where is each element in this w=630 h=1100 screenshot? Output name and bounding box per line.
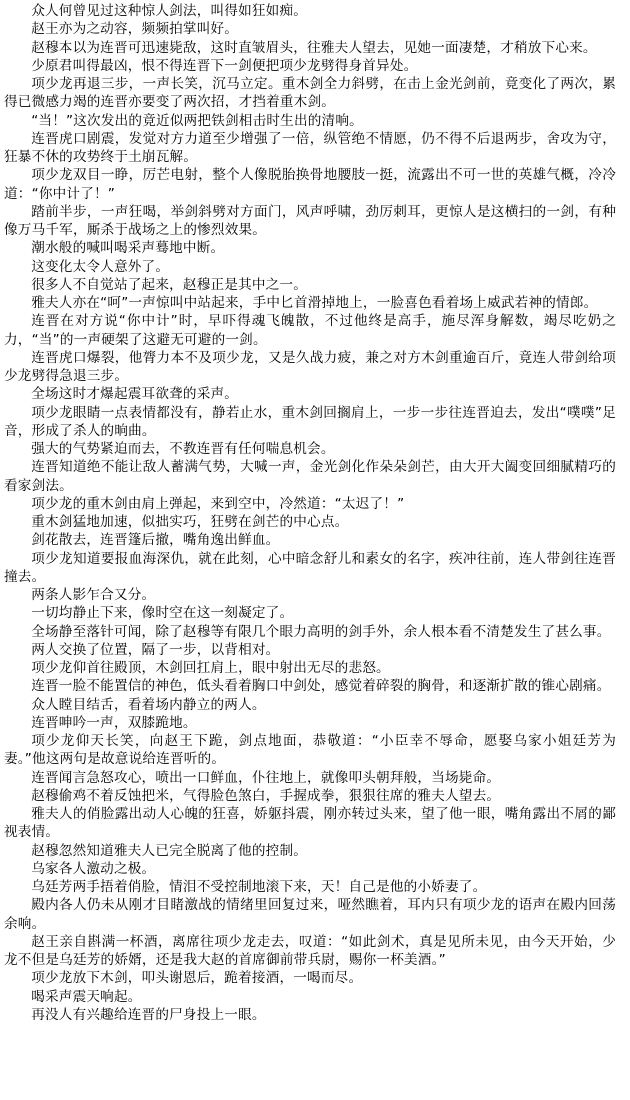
paragraph: 项少龙仰天长笑，向赵王下跪，剑点地面，恭敬道：“小臣幸不辱命，愿娶乌家小姐廷芳为妻。”他这两句是故意说给连晋听的。: [4, 733, 616, 768]
paragraph: 两条人影乍合又分。: [31, 587, 156, 603]
paragraph: 项少龙双目一睁，厉芒电射，整个人像脱胎换骨地腰肢一挺，流露出不可一世的英雄气概，冷冷道：“你中计了！”: [4, 167, 616, 202]
paragraph: 重木剑猛地加速，似拙实巧，狂劈在剑芒的中心点。: [31, 514, 349, 530]
paragraph: 踏前半步，一声狂喝，举剑斜劈对方面门，风声呼啸，劲厉刺耳，更惊人是这横扫的一剑，有种像万马千军，厮杀于战场之上的惨烈效果。: [4, 203, 616, 238]
paragraph: “当！”这次发出的竟近似两把铁剑相击时生出的清响。: [31, 112, 363, 129]
paragraph: 项少龙的重木剑由肩上弹起，来到空中，冷然道：“太迟了！”: [31, 495, 405, 512]
paragraph: 连晋虎口爆裂，他膂力本不及项少龙，又是久战力疲，兼之对方木剑重逾百斤，竟连人带剑给项少龙劈得急退三步。: [4, 349, 616, 384]
paragraph: 赵穆本以为连晋可迅速毙敌，这时直皱眉头，往雅夫人望去，见她一面凄楚，才稍放下心来。: [31, 39, 597, 56]
paragraph: 众人何曾见过这种惊人剑法，叫得如狂如痴。: [31, 3, 308, 19]
paragraph: 两人交换了位置，隔了一步，以背相对。: [31, 641, 280, 658]
paragraph: 剑花散去，连晋篷后撤，嘴角逸出鲜血。: [31, 532, 280, 549]
paragraph: 很多人不自觉站了起来，赵穆正是其中之一。: [31, 276, 308, 293]
paragraph: 雅夫人亦在“呵”一声惊叫中站起来，手中匕首滑掉地上，一脸喜色看着场上威武若神的情郎。: [31, 295, 598, 311]
paragraph: 赵王亲自斟满一杯酒，离席往项少龙走去，叹道：“如此剑术，真是见所未见，由今天开始，少龙不但是乌廷芳的娇婿，还是我大赵的首席御前带兵尉，赐你一杯美酒。”: [4, 933, 616, 968]
paragraph: 这变化太令人意外了。: [31, 258, 170, 275]
paragraph: 连晋知道绝不能让敌人蓄满气势，大喊一声，金光剑化作朵朵剑芒，由大开大阖变回细腻精巧的看家剑法。: [4, 459, 616, 494]
paragraph: 连晋闻言急怒攻心，喷出一口鲜血，仆往地上，就像叩头朝拜般，当场毙命。: [31, 769, 501, 786]
paragraph: 少原君叫得最凶，恨不得连晋下一剑便把项少龙劈得身首异处。: [31, 57, 418, 74]
paragraph: 众人瞠目结舌，看着场内静立的两人。: [31, 696, 266, 713]
paragraph: 连晋一脸不能置信的神色，低头看着胸口中剑处，感觉着碎裂的胸骨，和逐渐扩散的锥心剧痛。: [31, 678, 611, 695]
paragraph: 强大的气势紧迫而去，不教连晋有任何喘息机会。: [31, 441, 335, 457]
paragraph: 连晋在对方说“你中计”时，早吓得魂飞魄散，不过他终是高手，施尽浑身解数，竭尽吃奶之力，“当”的一声硬架了这避无可避的一剑。: [4, 313, 616, 348]
paragraph: 连晋呻吟一声，双膝跪地。: [31, 714, 197, 731]
paragraph: 连晋虎口剧震，发觉对方力道至少增强了一倍，纵管绝不情愿，仍不得不后退两步，舍攻为守，狂暴不休的攻势终于土崩瓦解。: [4, 130, 616, 165]
paragraph: 赵穆偷鸡不着反蚀把米，气得脸色煞白，手握成拳，狠狠往席的雅夫人望去。: [31, 787, 501, 804]
paragraph: 项少龙放下木剑，叩头谢恩后，跪着接酒，一喝而尽。: [31, 970, 363, 987]
paragraph: 乌廷芳两手捂着俏脸，情泪不受控制地滚下来，天！自己是他的小娇妻了。: [31, 879, 487, 895]
paragraph: 赵王亦为之动容，频频拍掌叫好。: [31, 21, 239, 38]
paragraph: 喝采声震天响起。: [31, 988, 142, 1005]
paragraph: 一切均静止下来，像时空在这一刻凝定了。: [31, 605, 294, 622]
paragraph: 项少龙仰首往殿顶，木剑回扛肩上，眼中射出无尽的悲怒。: [31, 660, 390, 676]
paragraph: 潮水般的喊叫喝采声蓦地中断。: [31, 240, 225, 257]
paragraph: 殿内各人仍未从刚才目睹激战的情绪里回复过来，哑然瞧着，耳内只有项少龙的语声在殿内回荡余响。: [4, 897, 616, 932]
paragraph: 项少龙再退三步，一声长笑，沉马立定。重木剑全力斜劈，在击上金光剑前，竟变化了两次，累得已微感力竭的连晋亦要变了两次招，才挡着重木剑。: [4, 76, 616, 111]
paragraph: 雅夫人的俏脸露出动人心魄的狂喜，娇躯抖震，刚亦转过头来，望了他一眼，嘴角露出不屑的鄙视表情。: [4, 806, 616, 841]
paragraph: 赵穆忽然知道雅夫人已完全脱离了他的控制。: [31, 842, 308, 859]
paragraph: 全场静至落针可闻，除了赵穆等有限几个眼力高明的剑手外，余人根本看不清楚发生了甚么事。: [31, 623, 611, 640]
paragraph: 再没人有兴趣给连晋的尸身投上一眼。: [31, 1006, 266, 1023]
paragraph: 乌家各人激动之极。: [31, 860, 156, 877]
paragraph: 项少龙眼睛一点表情都没有，静若止水，重木剑回搁肩上，一步一步往连晋迫去，发出“噗噗”足音，形成了杀人的晌曲。: [4, 404, 616, 439]
paragraph: 全场这时才爆起震耳欲聋的采声。: [31, 386, 239, 403]
paragraph: 项少龙知道要报血海深仇，就在此刻，心中暗念舒儿和素女的名字，疾冲往前，连人带剑往连晋撞去。: [4, 550, 616, 585]
